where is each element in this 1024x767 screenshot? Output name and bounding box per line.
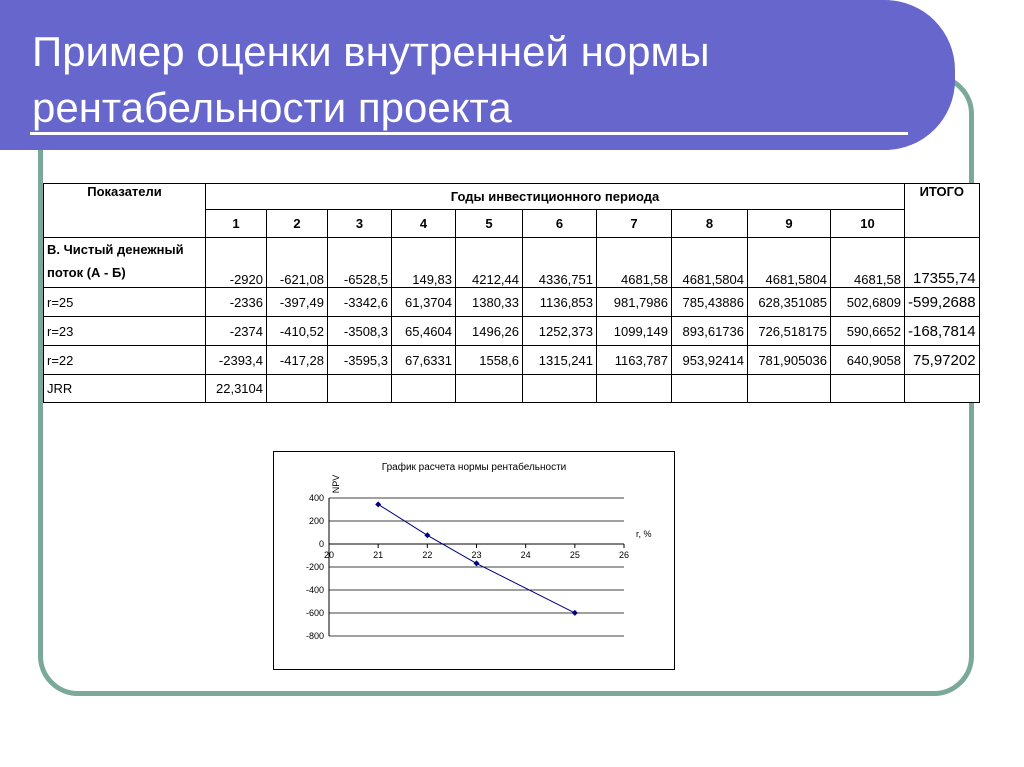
table-cell: -397,49 <box>267 288 328 317</box>
x-tick-label: 22 <box>422 550 433 560</box>
table-cell: 22,3104 <box>206 375 267 403</box>
year-header: 5 <box>456 210 523 238</box>
table-cell <box>328 375 392 403</box>
npv-chart-svg <box>274 452 674 669</box>
table-cell: -410,52 <box>267 317 328 346</box>
table-cell: -2393,4 <box>206 346 267 375</box>
year-header: 7 <box>597 210 672 238</box>
y-tick-label: 0 <box>318 539 324 549</box>
table-cell: -6528,5 <box>328 238 392 288</box>
header-total: ИТОГО <box>905 184 980 238</box>
row-label: r=22 <box>44 346 206 375</box>
table-cell: -621,08 <box>267 238 328 288</box>
table-cell: 149,83 <box>392 238 456 288</box>
table-cell <box>392 375 456 403</box>
total-cell: -599,2688 <box>905 288 980 317</box>
chart-title: График расчета нормы рентабельности <box>381 462 567 473</box>
y-axis-label: NPV <box>331 474 341 494</box>
y-tick-label: -400 <box>305 585 324 595</box>
x-tick-label: 23 <box>471 550 482 560</box>
table-cell: 726,518175 <box>748 317 831 346</box>
total-cell: 17355,74 <box>905 238 980 288</box>
table-cell: 781,905036 <box>748 346 831 375</box>
table-cell: -3342,6 <box>328 288 392 317</box>
table-cell: 4681,58 <box>831 238 905 288</box>
table-cell: 1163,787 <box>597 346 672 375</box>
table-cell: 1099,149 <box>597 317 672 346</box>
table-cell: 65,4604 <box>392 317 456 346</box>
table-cell: -417,28 <box>267 346 328 375</box>
year-header: 3 <box>328 210 392 238</box>
year-header: 6 <box>523 210 597 238</box>
table-cell <box>597 375 672 403</box>
table-row <box>44 346 980 375</box>
table-cell <box>672 375 748 403</box>
table-cell: 502,6809 <box>831 288 905 317</box>
table-cell: 1496,26 <box>456 317 523 346</box>
year-header: 8 <box>672 210 748 238</box>
row-label: r=23 <box>44 317 206 346</box>
irr-table <box>43 183 980 403</box>
table-cell: -3508,3 <box>328 317 392 346</box>
table-cell: 628,351085 <box>748 288 831 317</box>
table-cell: 981,7986 <box>597 288 672 317</box>
table-cell: 4212,44 <box>456 238 523 288</box>
table-cell: 1380,33 <box>456 288 523 317</box>
x-tick-label: 21 <box>373 550 384 560</box>
table-cell: 4681,5804 <box>672 238 748 288</box>
table-row <box>44 288 980 317</box>
x-tick-label: 26 <box>618 550 630 560</box>
table-cell: 67,6331 <box>392 346 456 375</box>
table-row <box>44 317 980 346</box>
row-label: JRR <box>44 375 206 403</box>
x-tick-label: 20 <box>323 550 335 560</box>
table-cell: 893,61736 <box>672 317 748 346</box>
table-cell: -2920 <box>206 238 267 288</box>
table-row <box>44 238 980 288</box>
row-label: r=25 <box>44 288 206 317</box>
table-cell: -2374 <box>206 317 267 346</box>
total-cell: 75,97202 <box>905 346 980 375</box>
table-cell: -3595,3 <box>328 346 392 375</box>
table-cell <box>831 375 905 403</box>
y-tick-label: 200 <box>308 516 324 526</box>
table-cell: 4681,5804 <box>748 238 831 288</box>
npv-data-point <box>572 610 578 616</box>
table-cell <box>523 375 597 403</box>
slide-title: Пример оценки внутренней нормы рентабельности проекта <box>32 28 710 131</box>
x-tick-label: 25 <box>569 550 580 560</box>
table-cell <box>456 375 523 403</box>
table-cell: 1315,241 <box>523 346 597 375</box>
y-tick-label: -800 <box>305 631 324 641</box>
table-cell: 1558,6 <box>456 346 523 375</box>
npv-chart <box>273 451 675 670</box>
npv-data-point <box>474 560 480 566</box>
year-header: 9 <box>748 210 831 238</box>
total-cell <box>905 375 980 403</box>
table-cell <box>267 375 328 403</box>
header-indicators: Показатели <box>44 184 206 238</box>
npv-data-point <box>424 532 430 538</box>
table-cell: 953,92414 <box>672 346 748 375</box>
table-cell: 785,43886 <box>672 288 748 317</box>
table-cell: 4336,751 <box>523 238 597 288</box>
table-cell: -2336 <box>206 288 267 317</box>
title-underline <box>30 132 908 135</box>
table-cell: 1252,373 <box>523 317 597 346</box>
year-header: 2 <box>267 210 328 238</box>
y-tick-label: -600 <box>305 608 324 618</box>
table-cell: 640,9058 <box>831 346 905 375</box>
table-cell <box>748 375 831 403</box>
table-cell: 4681,58 <box>597 238 672 288</box>
table-cell: 61,3704 <box>392 288 456 317</box>
y-tick-label: -200 <box>305 562 324 572</box>
table-cell: 1136,853 <box>523 288 597 317</box>
table-cell: 590,6652 <box>831 317 905 346</box>
year-header: 4 <box>392 210 456 238</box>
table-row <box>44 375 980 403</box>
y-tick-label: 400 <box>308 493 324 503</box>
year-header: 1 <box>206 210 267 238</box>
title-bar <box>0 0 955 150</box>
x-tick-label: 24 <box>520 550 531 560</box>
npv-data-point <box>375 501 381 507</box>
row-label: В. Чистый денежный поток (А - Б) <box>44 238 206 288</box>
year-header: 10 <box>831 210 905 238</box>
header-years: Годы инвестиционного периода <box>206 184 905 210</box>
x-axis-label: r, % <box>636 529 652 539</box>
total-cell: -168,7814 <box>905 317 980 346</box>
